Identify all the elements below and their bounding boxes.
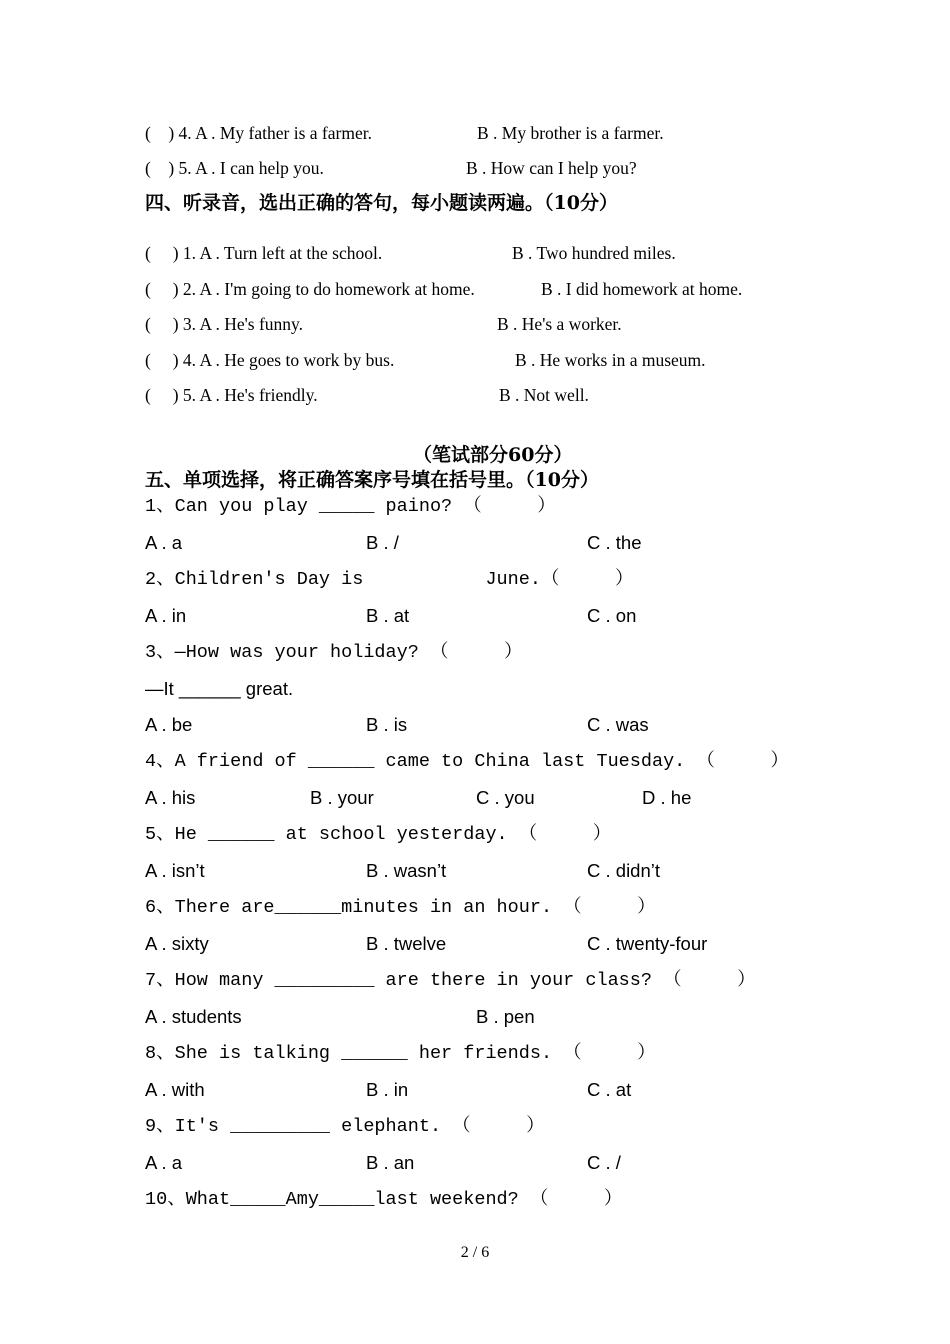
q6-option-b: B . twelve: [366, 933, 447, 954]
listening-item-4-option-b: B . My brother is a farmer.: [477, 123, 664, 143]
section4-item-5-option-b: B . Not well.: [499, 385, 589, 405]
q9-option-c: C . /: [587, 1152, 621, 1173]
q4-option-c: C . you: [476, 787, 535, 808]
q9-option-b: B . an: [366, 1152, 415, 1173]
section4-item-5-option-a: ( ) 5. A . He's friendly.: [145, 385, 318, 405]
q3-option-b: B . is: [366, 714, 408, 735]
question-9: 9、It's _________ elephant. （ ）: [145, 1116, 545, 1137]
question-7: 7、How many _________ are there in your class? （ ）: [145, 970, 756, 991]
q7-option-b: B . pen: [476, 1006, 535, 1027]
q5-option-a: A . isn’t: [145, 860, 205, 881]
question-5: 5、He ______ at school yesterday. （ ）: [145, 824, 612, 845]
question-3-reply: —It ______ great.: [145, 678, 294, 699]
section4-item-3-option-a: ( ) 3. A . He's funny.: [145, 314, 304, 334]
q3-option-c: C . was: [587, 714, 649, 735]
section4-item-2-option-b: B . I did homework at home.: [541, 279, 743, 299]
question-3: 3、—How was your holiday? （ ）: [145, 642, 523, 663]
section4-item-3-option-b: B . He's a worker.: [497, 314, 622, 334]
q2-option-c: C . on: [587, 605, 637, 626]
question-6: 6、There are______minutes in an hour. （ ）: [145, 897, 656, 918]
q7-option-a: A . students: [145, 1006, 242, 1027]
q8-option-c: C . at: [587, 1079, 632, 1100]
q2-option-a: A . in: [145, 605, 187, 626]
section4-item-4-option-b: B . He works in a museum.: [515, 350, 706, 370]
section4-item-2-option-a: ( ) 2. A . I'm going to do homework at home.: [145, 279, 475, 299]
section4-item-1-option-a: ( ) 1. A . Turn left at the school.: [145, 243, 383, 263]
listening-item-5-option-b: B . How can I help you?: [466, 158, 637, 178]
question-10: 10、What_____Amy_____last weekend? （ ）: [145, 1189, 623, 1210]
question-8: 8、She is talking ______ her friends. （ ）: [145, 1043, 656, 1064]
q4-option-a: A . his: [145, 787, 196, 808]
question-2: 2、Children's Day is June.（ ）: [145, 569, 634, 590]
q4-option-d: D . he: [642, 787, 692, 808]
section-5-heading: 五、单项选择，将正确答案序号填在括号里。（10分）: [145, 469, 599, 491]
q1-option-a: A . a: [145, 532, 183, 553]
section4-item-4-option-a: ( ) 4. A . He goes to work by bus.: [145, 350, 395, 370]
page-number: 2 / 6: [460, 1244, 490, 1261]
q6-option-c: C . twenty-four: [587, 933, 708, 954]
q8-option-a: A . with: [145, 1079, 205, 1100]
q9-option-a: A . a: [145, 1152, 183, 1173]
q8-option-b: B . in: [366, 1079, 409, 1100]
listening-item-5-option-a: ( ) 5. A . I can help you.: [145, 158, 324, 178]
q5-option-c: C . didn’t: [587, 860, 661, 881]
listening-item-4-option-a: ( ) 4. A . My father is a farmer.: [145, 123, 372, 143]
question-4: 4、A friend of ______ came to China last Tuesday. （ ）: [145, 751, 789, 772]
q1-option-b: B . /: [366, 532, 399, 553]
q4-option-b: B . your: [310, 787, 374, 808]
q5-option-b: B . wasn’t: [366, 860, 447, 881]
written-part-title: （笔试部分60分）: [413, 444, 573, 466]
q2-option-b: B . at: [366, 605, 410, 626]
q3-option-a: A . be: [145, 714, 193, 735]
section4-item-1-option-b: B . Two hundred miles.: [512, 243, 676, 263]
section-4-heading: 四、听录音，选出正确的答句，每小题读两遍。（10分）: [145, 192, 618, 214]
q6-option-a: A . sixty: [145, 933, 209, 954]
question-1: 1、Can you play _____ paino? （ ）: [145, 496, 556, 517]
q1-option-c: C . the: [587, 532, 642, 553]
